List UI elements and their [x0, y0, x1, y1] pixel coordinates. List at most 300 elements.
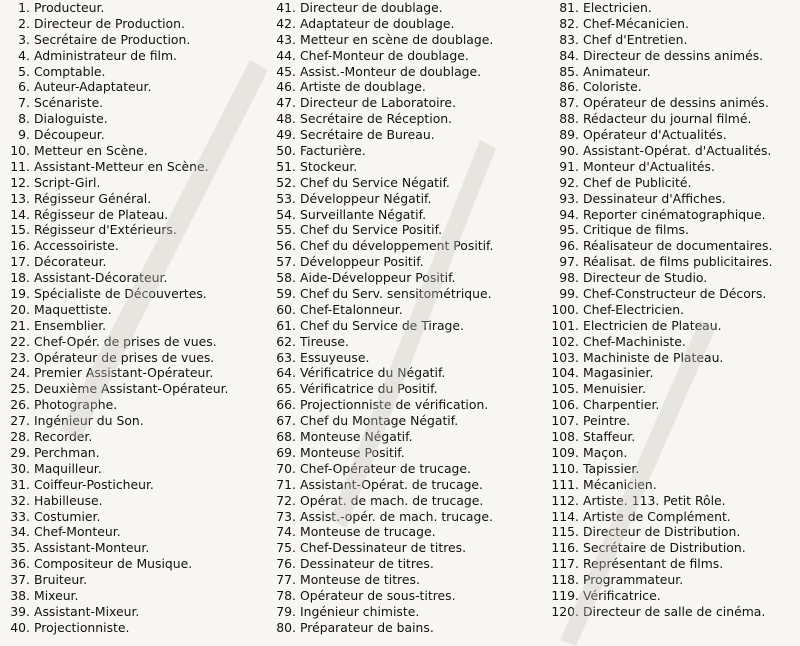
item-label: Artiste de Complément.: [583, 508, 731, 524]
list-item: [2, 588, 268, 604]
item-label: Projectionniste.: [34, 619, 130, 635]
list-item: [551, 588, 800, 604]
list-item: [2, 95, 268, 111]
list-item: [270, 32, 548, 48]
item-label: Animateur.: [583, 63, 651, 79]
item-number: 46.: [276, 79, 296, 95]
item-label: Opérateur de prises de vues.: [34, 349, 215, 365]
list-item: [551, 365, 800, 381]
list-item: [270, 604, 548, 620]
list-item: [2, 207, 268, 223]
item-number: 31.: [10, 476, 30, 492]
item-number: 115.: [551, 524, 579, 540]
item-label: Adaptateur de doublage.: [300, 15, 455, 31]
list-item: [2, 79, 268, 95]
item-label: Metteur en scène de doublage.: [300, 31, 494, 47]
item-label: Chef du Service Négatif.: [300, 174, 450, 190]
item-number: 49.: [276, 127, 296, 143]
list-item: [2, 429, 268, 445]
item-number: 82.: [559, 15, 579, 31]
item-label: Scénariste.: [34, 95, 104, 111]
item-label: Assistant-Décorateur.: [34, 270, 168, 286]
item-number: 98.: [559, 270, 579, 286]
item-number: 91.: [559, 158, 579, 174]
item-label: Accessoiriste.: [34, 238, 119, 254]
item-label: Projectionniste de vérification.: [300, 397, 489, 413]
item-number: 11.: [10, 158, 30, 174]
item-label: Photographe.: [34, 397, 118, 413]
item-number: 120.: [551, 603, 579, 619]
list-item: [551, 64, 800, 80]
item-number: 26.: [10, 397, 30, 413]
item-label: Vérificatrice.: [583, 587, 661, 603]
list-item: [2, 365, 268, 381]
item-number: 54.: [276, 206, 296, 222]
item-number: 67.: [276, 413, 296, 429]
item-label: Monteuse de trucage.: [300, 524, 436, 540]
list-item: [2, 159, 268, 175]
list-item: [2, 493, 268, 509]
item-label: Administrateur de film.: [34, 47, 177, 63]
item-label: Directeur de salle de cinéma.: [583, 603, 766, 619]
item-label: Chef du Service de Tirage.: [300, 317, 464, 333]
item-label: Reporter cinématographique.: [583, 206, 766, 222]
item-number: 79.: [276, 603, 296, 619]
list-item: [270, 270, 548, 286]
item-number: 89.: [559, 127, 579, 143]
item-label: Décorateur.: [34, 254, 107, 270]
list-item: [270, 397, 548, 413]
item-label: Menuisier.: [583, 381, 646, 397]
item-label: Régisseur Général.: [34, 190, 152, 206]
item-number: 108.: [551, 429, 579, 445]
item-number: 59.: [276, 286, 296, 302]
list-item: [270, 191, 548, 207]
item-label: Compositeur de Musique.: [34, 556, 193, 572]
item-number: 95.: [559, 222, 579, 238]
item-number: 103.: [551, 349, 579, 365]
item-number: 90.: [559, 143, 579, 159]
item-number: 85.: [559, 63, 579, 79]
item-label: Directeur de Production.: [34, 15, 185, 31]
list-item: [551, 143, 800, 159]
item-label: Producteur.: [34, 0, 105, 15]
item-number: 119.: [551, 587, 579, 603]
list-item: [270, 540, 548, 556]
item-number: 41.: [276, 0, 296, 15]
list-item: [2, 524, 268, 540]
item-label: Assistant-Metteur en Scène.: [34, 158, 209, 174]
list-item: [2, 302, 268, 318]
item-label: Régisseur d'Extérieurs.: [34, 222, 177, 238]
item-label: Secrétaire de Réception.: [300, 111, 453, 127]
item-number: 45.: [276, 63, 296, 79]
list-item: [551, 16, 800, 32]
item-label: Bruiteur.: [34, 572, 88, 588]
item-label: Perchman.: [34, 444, 100, 460]
item-label: Dialoguiste.: [34, 111, 108, 127]
job-list-column-3: [551, 0, 800, 620]
item-label: Mixeur.: [34, 587, 79, 603]
item-number: 35.: [10, 540, 30, 556]
item-label: Peintre.: [583, 413, 631, 429]
list-item: [551, 222, 800, 238]
item-label: Tireuse.: [300, 333, 349, 349]
list-item: [2, 32, 268, 48]
item-label: Costumier.: [34, 508, 101, 524]
item-label: Spécialiste de Découvertes.: [34, 286, 207, 302]
list-item: [270, 509, 548, 525]
list-item: [551, 381, 800, 397]
item-label: Développeur Positif.: [300, 254, 424, 270]
item-number: 48.: [276, 111, 296, 127]
list-item: [2, 413, 268, 429]
item-label: Essuyeuse.: [300, 349, 370, 365]
item-number: 63.: [276, 349, 296, 365]
item-label: Surveillante Négatif.: [300, 206, 427, 222]
item-number: 56.: [276, 238, 296, 254]
item-label: Recorder.: [34, 429, 93, 445]
list-item: [551, 572, 800, 588]
item-label: Opérateur d'Actualités.: [583, 127, 727, 143]
list-item: [551, 95, 800, 111]
item-number: 111.: [551, 476, 579, 492]
item-label: Monteur d'Actualités.: [583, 158, 715, 174]
list-item: [270, 175, 548, 191]
list-item: [551, 350, 800, 366]
item-number: 102.: [551, 333, 579, 349]
list-item: [2, 540, 268, 556]
list-item: [2, 286, 268, 302]
item-label: Préparateur de bains.: [300, 619, 434, 635]
item-number: 47.: [276, 95, 296, 111]
list-item: [2, 254, 268, 270]
item-label: Script-Girl.: [34, 174, 101, 190]
item-label: Opérat. de mach. de trucage.: [300, 492, 484, 508]
list-item: [2, 48, 268, 64]
list-item: [551, 286, 800, 302]
item-number: 18.: [10, 270, 30, 286]
list-item: [551, 79, 800, 95]
list-item: [551, 254, 800, 270]
list-item: [551, 48, 800, 64]
item-label: Coiffeur-Posticheur.: [34, 476, 154, 492]
item-number: 92.: [559, 174, 579, 190]
item-label: Critique de films.: [583, 222, 689, 238]
item-label: Assistant-Mixeur.: [34, 603, 140, 619]
item-label: Rédacteur du journal filmé.: [583, 111, 752, 127]
item-label: Chef du Montage Négatif.: [300, 413, 459, 429]
list-item: [2, 0, 268, 16]
list-item: [551, 493, 800, 509]
item-label: Vérificatrice du Positif.: [300, 381, 438, 397]
item-number: 13.: [10, 190, 30, 206]
item-label: Artiste de doublage.: [300, 79, 426, 95]
list-item: [270, 254, 548, 270]
item-number: 3.: [18, 31, 30, 47]
list-item: [270, 445, 548, 461]
list-item: [270, 127, 548, 143]
list-item: [270, 143, 548, 159]
item-number: 110.: [551, 460, 579, 476]
item-number: 28.: [10, 429, 30, 445]
list-item: [551, 175, 800, 191]
list-item: [551, 413, 800, 429]
item-number: 68.: [276, 429, 296, 445]
item-number: 38.: [10, 587, 30, 603]
list-item: [551, 159, 800, 175]
list-item: [551, 191, 800, 207]
list-item: [2, 143, 268, 159]
item-label: Electricien de Plateau.: [583, 317, 722, 333]
list-item: [270, 16, 548, 32]
item-number: 30.: [10, 460, 30, 476]
item-number: 78.: [276, 587, 296, 603]
item-label: Magasinier.: [583, 365, 654, 381]
item-label: Tapissier.: [583, 460, 640, 476]
item-label: Réalisat. de films publicitaires.: [583, 254, 773, 270]
item-number: 1.: [18, 0, 30, 15]
item-label: Aide-Développeur Positif.: [300, 270, 456, 286]
item-number: 83.: [559, 31, 579, 47]
list-item: [551, 397, 800, 413]
item-number: 32.: [10, 492, 30, 508]
list-item: [551, 445, 800, 461]
list-item: [2, 556, 268, 572]
list-item: [551, 334, 800, 350]
item-label: Dessinateur d'Affiches.: [583, 190, 726, 206]
item-number: 24.: [10, 365, 30, 381]
list-item: [2, 111, 268, 127]
item-number: 117.: [551, 556, 579, 572]
list-item: [270, 48, 548, 64]
item-label: Opérateur de sous-titres.: [300, 587, 456, 603]
item-number: 72.: [276, 492, 296, 508]
list-item: [270, 524, 548, 540]
item-number: 66.: [276, 397, 296, 413]
item-label: Coloriste.: [583, 79, 642, 95]
item-number: 76.: [276, 556, 296, 572]
item-number: 70.: [276, 460, 296, 476]
item-number: 15.: [10, 222, 30, 238]
item-number: 53.: [276, 190, 296, 206]
item-number: 73.: [276, 508, 296, 524]
item-label: Chef-Dessinateur de titres.: [300, 540, 467, 556]
item-number: 100.: [551, 301, 579, 317]
list-item: [551, 270, 800, 286]
job-list-column-2: [270, 0, 548, 636]
list-item: [2, 477, 268, 493]
list-item: [270, 238, 548, 254]
list-item: [551, 429, 800, 445]
item-number: 33.: [10, 508, 30, 524]
item-number: 34.: [10, 524, 30, 540]
item-label: Chef-Opér. de prises de vues.: [34, 333, 217, 349]
item-label: Découpeur.: [34, 127, 105, 143]
list-item: [270, 381, 548, 397]
item-number: 80.: [276, 619, 296, 635]
item-number: 22.: [10, 333, 30, 349]
item-label: Chef d'Entretien.: [583, 31, 688, 47]
item-label: Assist.-opér. de mach. trucage.: [300, 508, 493, 524]
item-label: Metteur en Scène.: [34, 143, 148, 159]
list-item: [551, 318, 800, 334]
item-number: 116.: [551, 540, 579, 556]
item-label: Mécanicien.: [583, 476, 657, 492]
list-item: [2, 191, 268, 207]
item-label: Habilleuse.: [34, 492, 103, 508]
item-label: Chef du Service Positif.: [300, 222, 443, 238]
item-number: 40.: [10, 619, 30, 635]
list-item: [2, 572, 268, 588]
list-item: [270, 111, 548, 127]
list-item: [270, 429, 548, 445]
item-label: Vérificatrice du Négatif.: [300, 365, 446, 381]
list-item: [2, 270, 268, 286]
item-label: Artiste. 113. Petit Rôle.: [583, 492, 726, 508]
list-item: [270, 413, 548, 429]
item-label: Développeur Négatif.: [300, 190, 432, 206]
item-number: 77.: [276, 572, 296, 588]
list-item: [270, 207, 548, 223]
item-number: 94.: [559, 206, 579, 222]
item-number: 57.: [276, 254, 296, 270]
item-label: Maçon.: [583, 444, 628, 460]
item-label: Ingénieur du Son.: [34, 413, 144, 429]
item-number: 29.: [10, 444, 30, 460]
item-label: Directeur de Laboratoire.: [300, 95, 456, 111]
list-item: [270, 588, 548, 604]
item-label: Directeur de Studio.: [583, 270, 708, 286]
list-item: [2, 509, 268, 525]
list-item: [551, 0, 800, 16]
item-number: 64.: [276, 365, 296, 381]
item-number: 86.: [559, 79, 579, 95]
item-number: 112.: [551, 492, 579, 508]
item-number: 19.: [10, 286, 30, 302]
item-number: 25.: [10, 381, 30, 397]
item-number: 39.: [10, 603, 30, 619]
list-item: [2, 222, 268, 238]
list-item: [2, 16, 268, 32]
item-number: 9.: [18, 127, 30, 143]
list-item: [270, 79, 548, 95]
list-item: [2, 238, 268, 254]
list-item: [2, 397, 268, 413]
item-number: 27.: [10, 413, 30, 429]
list-item: [270, 0, 548, 16]
item-label: Charpentier.: [583, 397, 660, 413]
item-label: Maquettiste.: [34, 301, 112, 317]
list-item: [551, 509, 800, 525]
item-number: 4.: [18, 47, 30, 63]
item-label: Régisseur de Plateau.: [34, 206, 169, 222]
item-number: 99.: [559, 286, 579, 302]
list-item: [551, 524, 800, 540]
list-item: [2, 127, 268, 143]
item-number: 36.: [10, 556, 30, 572]
item-label: Assistant-Opérat. d'Actualités.: [583, 143, 772, 159]
item-number: 104.: [551, 365, 579, 381]
item-number: 101.: [551, 317, 579, 333]
item-label: Maquilleur.: [34, 460, 102, 476]
list-item: [270, 302, 548, 318]
item-label: Facturière.: [300, 143, 366, 159]
item-number: 17.: [10, 254, 30, 270]
item-number: 87.: [559, 95, 579, 111]
list-item: [2, 318, 268, 334]
list-item: [551, 556, 800, 572]
list-item: [2, 604, 268, 620]
list-item: [270, 159, 548, 175]
item-label: Directeur de dessins animés.: [583, 47, 764, 63]
list-item: [270, 493, 548, 509]
item-number: 5.: [18, 63, 30, 79]
item-number: 6.: [18, 79, 30, 95]
item-label: Staffeur.: [583, 429, 636, 445]
item-label: Auteur-Adaptateur.: [34, 79, 152, 95]
list-item: [551, 111, 800, 127]
list-item: [2, 381, 268, 397]
item-number: 58.: [276, 270, 296, 286]
item-number: 55.: [276, 222, 296, 238]
item-label: Chef-Machiniste.: [583, 333, 686, 349]
list-item: [551, 32, 800, 48]
list-item: [2, 64, 268, 80]
item-label: Chef-Etalonneur.: [300, 301, 403, 317]
item-label: Machiniste de Plateau.: [583, 349, 724, 365]
item-number: 106.: [551, 397, 579, 413]
item-number: 61.: [276, 317, 296, 333]
list-item: [551, 461, 800, 477]
item-label: Chef du développement Positif.: [300, 238, 494, 254]
item-number: 75.: [276, 540, 296, 556]
item-label: Chef-Mécanicien.: [583, 15, 689, 31]
item-label: Ensemblier.: [34, 317, 107, 333]
list-item: [270, 477, 548, 493]
list-item: [551, 302, 800, 318]
item-number: 42.: [276, 15, 296, 31]
item-number: 107.: [551, 413, 579, 429]
item-label: Comptable.: [34, 63, 106, 79]
item-label: Deuxième Assistant-Opérateur.: [34, 381, 229, 397]
item-number: 60.: [276, 301, 296, 317]
item-label: Directeur de Distribution.: [583, 524, 741, 540]
item-label: Monteuse Positif.: [300, 444, 405, 460]
list-item: [270, 95, 548, 111]
item-number: 51.: [276, 158, 296, 174]
item-label: Chef-Constructeur de Décors.: [583, 286, 767, 302]
item-number: 109.: [551, 444, 579, 460]
list-item: [551, 540, 800, 556]
item-label: Secrétaire de Bureau.: [300, 127, 435, 143]
list-item: [270, 620, 548, 636]
item-number: 12.: [10, 174, 30, 190]
list-item: [270, 350, 548, 366]
item-number: 97.: [559, 254, 579, 270]
list-item: [2, 620, 268, 636]
item-number: 93.: [559, 190, 579, 206]
list-item: [270, 556, 548, 572]
item-number: 62.: [276, 333, 296, 349]
item-label: Dessinateur de titres.: [300, 556, 434, 572]
item-number: 2.: [18, 15, 30, 31]
item-number: 37.: [10, 572, 30, 588]
item-number: 23.: [10, 349, 30, 365]
item-number: 43.: [276, 31, 296, 47]
list-item: [270, 334, 548, 350]
list-item: [270, 461, 548, 477]
